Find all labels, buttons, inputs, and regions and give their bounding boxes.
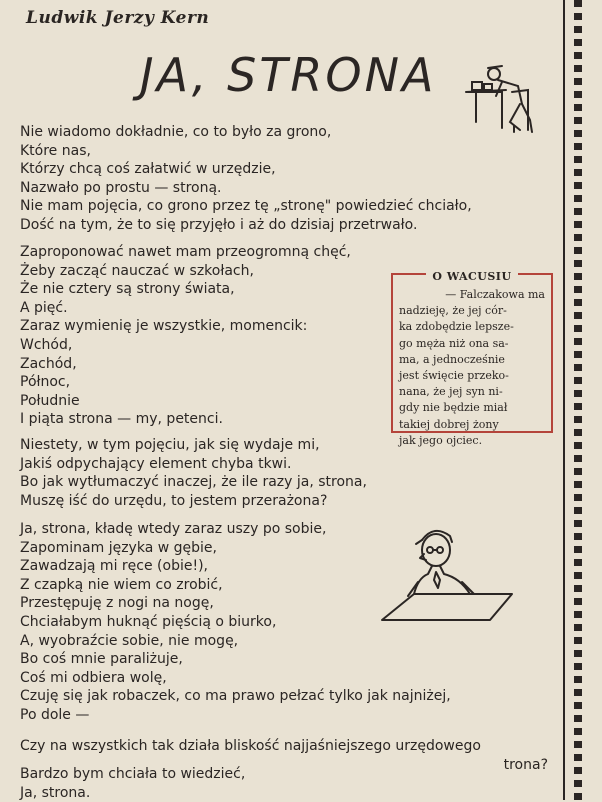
poem-line: Muszę iść do urzędu, to jestem przerażona? xyxy=(20,492,328,509)
poem-line: Północ, xyxy=(20,374,71,391)
column-divider xyxy=(563,0,565,800)
poem-line: Które nas, xyxy=(20,142,91,159)
poem-line: Niestety, w tym pojęciu, jak się wydaje mi, xyxy=(20,437,320,453)
dashed-border xyxy=(574,0,582,800)
poem-stanza-1 xyxy=(20,123,472,235)
sidebar-box-line: ma, a jednocześnie xyxy=(399,352,505,366)
sidebar-box xyxy=(391,270,553,447)
poem-line: Że nie cztery są strony świata, xyxy=(20,281,235,298)
poem-line: Wchód, xyxy=(20,336,73,353)
poem-stanza-2 xyxy=(20,243,351,429)
poem-stanza-3 xyxy=(20,436,367,510)
poem-line: Bo coś mnie paraliżuje, xyxy=(20,651,183,668)
poem-line: Nie wiadomo dokładnie, co to było za grono, xyxy=(20,124,332,140)
poem-line: I piąta strona — my, petenci. xyxy=(20,411,223,428)
poem-line: Zapominam języka w gębie, xyxy=(20,539,217,556)
poem-line: Ja, strona, kładę wtedy zaraz uszy po sobie, xyxy=(20,521,327,537)
sidebar-box-line: jest święcie przeko- xyxy=(399,369,509,383)
sidebar-box-line: takiej dobrej żony xyxy=(399,417,499,431)
poem-line: Po dole — xyxy=(20,706,90,723)
sidebar-box-line: nadzieję, że jej cór- xyxy=(399,304,507,318)
official-at-desk-illustration xyxy=(462,52,536,136)
poem-line: Czy na wszystkich tak działa bliskość najjaśniejszego urzędowego xyxy=(20,738,481,754)
poem-line: Bo jak wytłumaczyć inaczej, że ile razy ja, strona, xyxy=(20,474,367,491)
sidebar-box-line: gdy nie będzie miał xyxy=(399,401,508,415)
poem-line: Którzy chcą coś załatwić w urzędzie, xyxy=(20,161,276,178)
poem-stanza-5 xyxy=(20,765,245,802)
poem-line: A, wyobraźcie sobie, nie mogę, xyxy=(20,632,239,649)
poem-line: A pięć. xyxy=(20,299,68,316)
poem-line: Żeby zacząć nauczać w szkołach, xyxy=(20,262,254,279)
poem-line: Zaproponować nawet mam przeogromną chęć, xyxy=(20,244,351,260)
poem-line: Zawadzają mi ręce (obie!), xyxy=(20,558,208,575)
poem-line: Coś mi odbiera wolę, xyxy=(20,669,167,686)
sidebar-box-line: jak jego ojciec. xyxy=(399,433,483,447)
poem-line: Zaraz wymienię je wszystkie, momencik: xyxy=(20,318,308,335)
poem-line: Chciałabym huknąć pięścią o biurko, xyxy=(20,613,277,630)
poem-line: Przestępuję z nogi na nogę, xyxy=(20,595,214,612)
poem-line: Południe xyxy=(20,392,80,409)
poem-line: Bardzo bym chciała to wiedzieć, xyxy=(20,766,246,782)
poem-line: Nie mam pojęcia, co grono przez tę „stronę" powiedzieć chciało, xyxy=(20,198,472,215)
sidebar-box-text xyxy=(399,287,545,449)
poem-line: Czuję się jak robaczek, co ma prawo pełzać tylko jak najniżej, xyxy=(20,688,451,705)
poem-line: Dość na tym, że to się przyjęło i aż do dzisiaj przetrwało. xyxy=(20,216,418,233)
sidebar-box-line: go męża niż ona sa- xyxy=(399,336,509,350)
sidebar-box-line: nana, że jej syn ni- xyxy=(399,385,503,399)
sidebar-box-line: — Falczakowa ma xyxy=(445,288,545,301)
author-name: Ludwik Jerzy Kern xyxy=(26,8,210,28)
person-behind-desk-illustration xyxy=(378,522,518,626)
poem-line: Nazwało po prostu — stroną. xyxy=(20,179,222,196)
poem-line: Zachód, xyxy=(20,355,77,372)
sidebar-box-title: O WACUSIU xyxy=(426,270,517,283)
poem-line: trona? xyxy=(503,756,548,773)
poem-line: Z czapką nie wiem co zrobić, xyxy=(20,576,223,593)
poem-line: Ja, strona. xyxy=(20,784,91,801)
sidebar-box-title-wrap xyxy=(393,265,551,284)
poem-line: Jakiś odpychający element chyba tkwi. xyxy=(20,455,292,472)
page-title: JA, STRONA xyxy=(140,48,437,102)
sidebar-box-line: ka zdobędzie lepsze- xyxy=(399,320,514,334)
